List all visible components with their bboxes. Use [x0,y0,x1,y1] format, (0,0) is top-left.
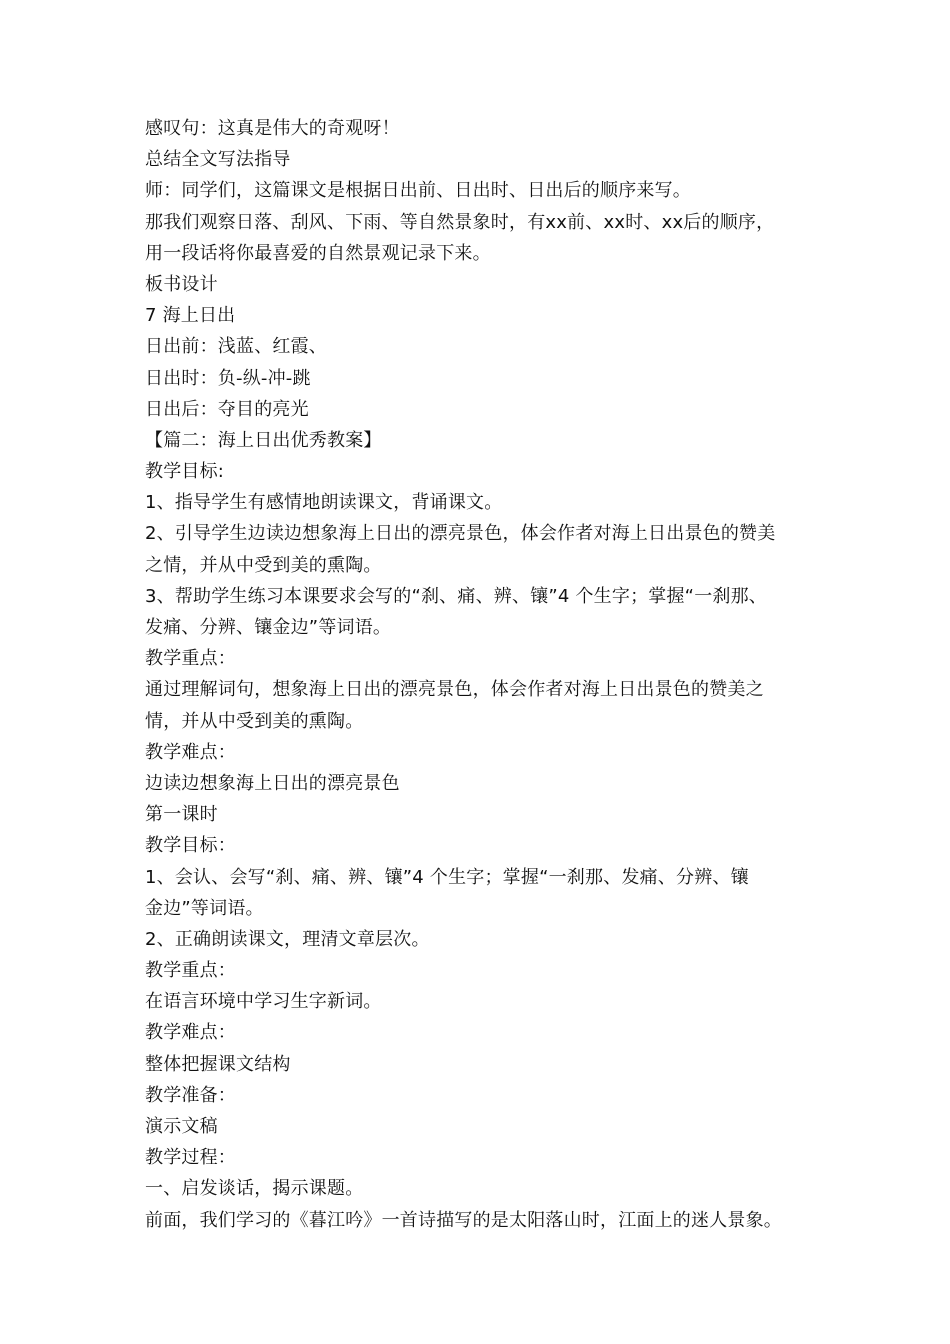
text-line: 整体把握课文结构 [145,1053,291,1075]
text-line: 发痛、分辨、镶金边”等词语。 [145,617,392,638]
list-item: 1、会认、会写“刹、痛、辨、镶”4 个生字；掌握“一刹那、发痛、分辨、镶 [145,866,749,888]
section-heading: 板书设计 [145,273,218,295]
section-heading: 教学难点： [145,741,236,763]
text-line: 情，并从中受到美的熏陶。 [145,710,364,732]
section-heading: 教学目标： [145,835,236,857]
text-line: 边读边想象海上日出的漂亮景色 [145,772,400,794]
text-line: 日出时：负-纵-冲-跳 [145,367,311,389]
text-line: 在语言环境中学习生字新词。 [145,991,382,1013]
chapter-title: 【篇二：海上日出优秀教案】 [145,429,382,451]
text-line: 感叹句：这真是伟大的奇观呀！ [145,118,400,139]
text-line: 那我们观察日落、刮风、下雨、等自然景象时，有xx前、xx时、xx后的顺序， [145,211,775,233]
section-heading: 教学重点： [145,648,236,670]
text-line: 之情，并从中受到美的熏陶。 [145,554,382,576]
text-line: 师：同学们，这篇课文是根据日出前、日出时、日出后的顺序来写。 [145,180,691,202]
text-line: 通过理解词句，想象海上日出的漂亮景色，体会作者对海上日出景色的赞美之 [145,679,764,701]
section-heading: 总结全文写法指导 [145,149,291,171]
section-heading: 第一课时 [145,804,218,826]
section-heading: 教学过程： [145,1147,236,1169]
section-heading: 一、启发谈话，揭示课题。 [145,1178,364,1200]
section-heading: 教学难点： [145,1022,236,1044]
text-line: 日出前：浅蓝、红霞、 [145,336,327,358]
text-line: 金边”等词语。 [145,897,264,919]
text-line: 用一段话将你最喜爱的自然景观记录下来。 [145,242,491,264]
list-item: 1、指导学生有感情地朗读课文，背诵课文。 [145,492,503,514]
list-item: 2、正确朗读课文，理清文章层次。 [145,928,430,950]
section-heading: 教学准备： [145,1084,236,1106]
document-body [145,113,825,1236]
text-line: 日出后：夺目的亮光 [145,398,309,420]
section-heading: 教学重点： [145,960,236,982]
text-line: 前面，我们学习的《暮江吟》一首诗描写的是太阳落山时，江面上的迷人景象。 [145,1209,782,1231]
section-heading: 教学目标: [145,461,225,483]
list-item: 3、帮助学生练习本课要求会写的“刹、痛、辨、镶”4 个生字；掌握“一刹那、 [145,585,767,607]
list-item: 2、引导学生边读边想象海上日出的漂亮景色，体会作者对海上日出景色的赞美 [145,523,776,545]
text-line: 演示文稿 [145,1116,218,1137]
blackboard-title: 7 海上日出 [145,305,236,327]
